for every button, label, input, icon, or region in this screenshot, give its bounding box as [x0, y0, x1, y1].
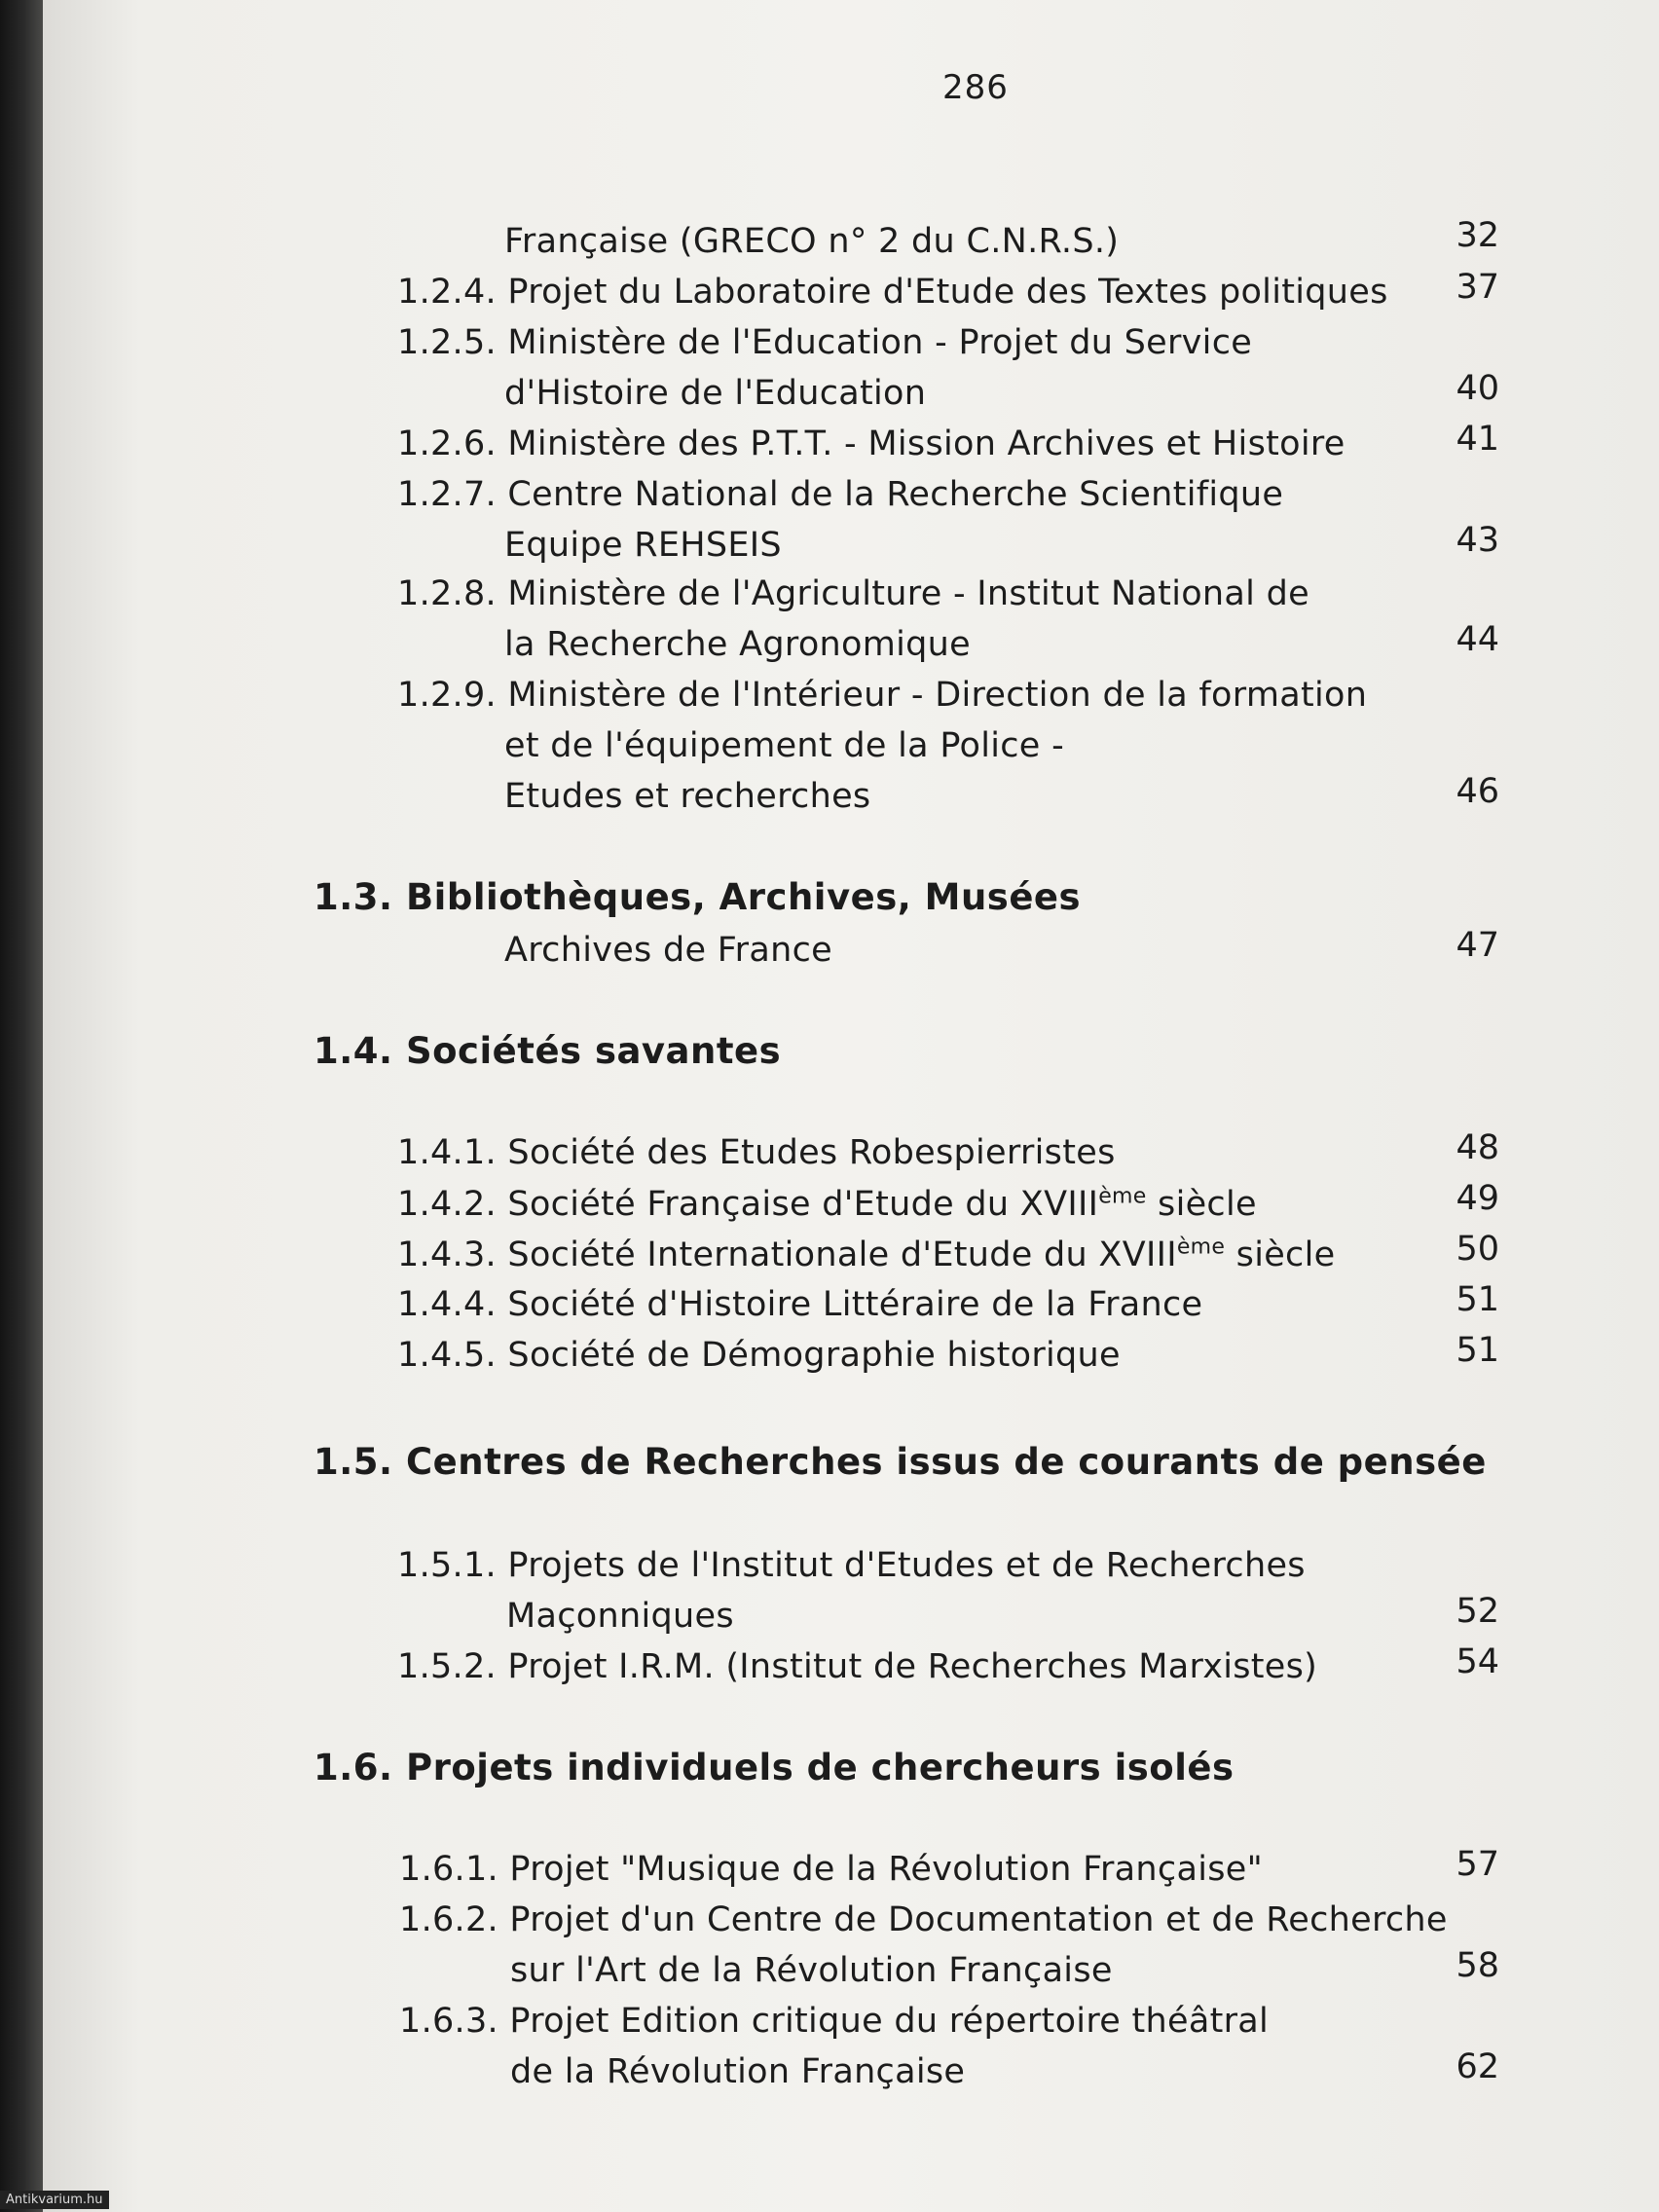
superscript: ème: [1098, 1184, 1147, 1208]
toc-page-number: 52: [1456, 1592, 1499, 1631]
toc-entry-title: Projet du Laboratoire d'Etude des Textes politiques: [507, 273, 1388, 312]
toc-page-number: 51: [1456, 1280, 1499, 1319]
toc-entry: [397, 1184, 1257, 1224]
toc-entry: [397, 475, 1283, 514]
toc-entry-title-part: Société Internationale d'Etude du XVIII: [507, 1235, 1177, 1274]
toc-entry-title: Projet d'un Centre de Documentation et de Recherche: [509, 1900, 1448, 1939]
toc-page-number: 49: [1456, 1179, 1499, 1218]
toc-entry: [397, 574, 1309, 613]
toc-entry-continuation: Maçonniques: [506, 1597, 734, 1636]
toc-entry: [399, 1900, 1448, 1939]
toc-entry-title: Projet "Musique de la Révolution Française": [509, 1850, 1263, 1889]
toc-page-number: 50: [1456, 1230, 1499, 1269]
toc-entry: [397, 676, 1367, 715]
section-heading: 1.3. Bibliothèques, Archives, Musées: [313, 876, 1082, 918]
toc-page-number: 48: [1456, 1128, 1499, 1167]
toc-page-number: 58: [1456, 1946, 1499, 1985]
toc-entry-number: 1.2.4.: [397, 273, 497, 312]
toc-entry-continuation: et de l'équipement de la Police -: [504, 726, 1064, 765]
toc-entry-continuation: Etudes et recherches: [504, 777, 871, 816]
toc-entry-title: Ministère des P.T.T. - Mission Archives et Histoire: [507, 424, 1346, 463]
toc-entry-title: Ministère de l'Education - Projet du Service: [507, 323, 1253, 362]
toc-entry-continuation: sur l'Art de la Révolution Française: [510, 1951, 1113, 1990]
toc-page-number: 32: [1456, 216, 1499, 255]
toc-entry-continuation: d'Histoire de l'Education: [504, 374, 927, 413]
toc-entry-title: Ministère de l'Agriculture - Institut National de: [507, 574, 1309, 613]
section-heading: 1.5. Centres de Recherches issus de courants de pensée: [313, 1441, 1487, 1483]
toc-entry-number: 1.5.1.: [397, 1546, 497, 1585]
toc-entry-number: 1.4.5.: [397, 1336, 497, 1375]
toc-entry-title: Ministère de l'Intérieur - Direction de la formation: [507, 676, 1368, 715]
toc-entry-number: 1.2.7.: [397, 475, 497, 514]
toc-page-number: 46: [1456, 772, 1499, 811]
toc-entry-title: [507, 1235, 1335, 1274]
toc-page-number: 44: [1456, 620, 1499, 659]
toc-entry-title: Société d'Histoire Littéraire de la France: [507, 1285, 1203, 1324]
toc-entry-title-part: Société Française d'Etude du XVIII: [507, 1184, 1099, 1224]
toc-entry: [397, 1336, 1121, 1375]
toc-entry-number: 1.2.6.: [397, 424, 497, 463]
toc-entry-number: 1.4.1.: [397, 1133, 497, 1172]
toc-page-number: 43: [1456, 521, 1499, 560]
toc-entry-number: 1.4.3.: [397, 1235, 497, 1274]
page-number: 286: [942, 68, 1009, 107]
toc-entry-title: [507, 1185, 1256, 1224]
toc-entry: [399, 2002, 1269, 2041]
toc-entry: [397, 424, 1346, 463]
toc-entry-number: 1.5.2.: [397, 1647, 497, 1686]
toc-entry: [399, 1850, 1263, 1889]
toc-entry-continuation: la Recherche Agronomique: [504, 625, 971, 664]
toc-entry-number: 1.4.4.: [397, 1285, 497, 1324]
toc-page-number: 41: [1456, 420, 1499, 459]
toc-entry-title: Projet Edition critique du répertoire théâtral: [509, 2002, 1270, 2041]
toc-entry-title: Centre National de la Recherche Scientifique: [507, 475, 1284, 514]
toc-entry-number: 1.6.2.: [399, 1900, 498, 1939]
toc-entry-continuation: Française (GRECO n° 2 du C.N.R.S.): [504, 222, 1120, 261]
toc-entry-title: Société des Etudes Robespierristes: [507, 1133, 1116, 1172]
section-heading: 1.4. Sociétés savantes: [313, 1030, 782, 1072]
section-heading: 1.6. Projets individuels de chercheurs isolés: [313, 1747, 1235, 1788]
toc-entry-number: 1.2.5.: [397, 323, 497, 362]
toc-entry-continuation: Equipe REHSEIS: [504, 526, 782, 565]
toc-entry-title: Société de Démographie historique: [507, 1336, 1121, 1375]
toc-page-number: 54: [1456, 1642, 1499, 1681]
toc-entry-continuation: de la Révolution Française: [510, 2052, 966, 2091]
toc-page-number: 51: [1456, 1331, 1499, 1370]
toc-entry-number: 1.6.3.: [399, 2002, 498, 2041]
toc-page-number: 47: [1456, 926, 1499, 965]
toc-page-number: 37: [1456, 268, 1499, 307]
toc-entry: [397, 323, 1252, 362]
toc-entry-title: Projet I.R.M. (Institut de Recherches Marxistes): [507, 1647, 1318, 1686]
toc-entry-title-part: siècle: [1225, 1235, 1336, 1274]
toc-entry: [397, 273, 1388, 312]
toc-entry-number: 1.6.1.: [399, 1850, 498, 1889]
toc-entry-number: 1.2.8.: [397, 574, 497, 613]
toc-entry-number: 1.2.9.: [397, 676, 497, 715]
toc-entry-title-part: siècle: [1146, 1184, 1257, 1224]
toc-entry-number: 1.4.2.: [397, 1184, 497, 1224]
book-spine-shadow: [0, 0, 43, 2212]
toc-entry: [397, 1647, 1317, 1686]
toc-page-number: 40: [1456, 369, 1499, 408]
toc-entry: [397, 1235, 1335, 1274]
toc-entry: [397, 1133, 1116, 1172]
toc-entry-continuation: Archives de France: [504, 931, 832, 970]
toc-entry-title: Projets de l'Institut d'Etudes et de Recherches: [507, 1546, 1306, 1585]
toc-entry: [397, 1546, 1306, 1585]
toc-page-number: 57: [1456, 1845, 1499, 1884]
watermark: Antikvarium.hu: [0, 2191, 109, 2209]
superscript: ème: [1176, 1235, 1226, 1259]
toc-entry: [397, 1285, 1202, 1324]
toc-page-number: 62: [1456, 2047, 1499, 2086]
